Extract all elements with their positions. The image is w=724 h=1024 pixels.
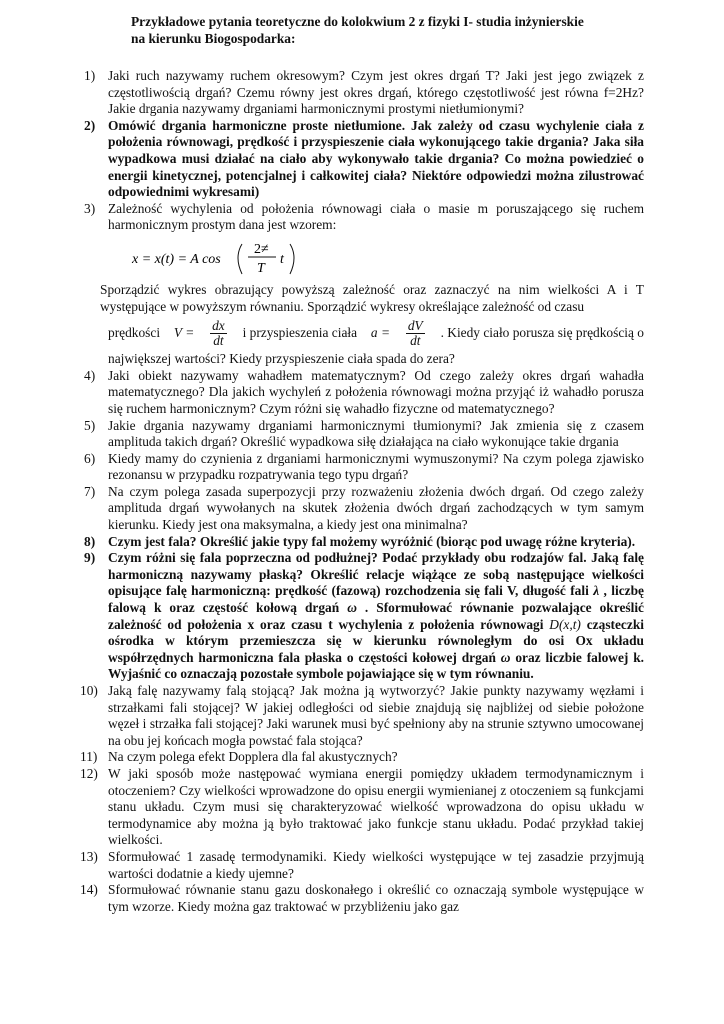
cosine-formula-svg: [130, 236, 330, 278]
displacement-formula: [108, 236, 644, 278]
question-6: [84, 451, 644, 484]
displacement-expression: D(x,t): [549, 616, 581, 632]
question-number: 2): [84, 117, 96, 133]
question-text: Jaką falę nazywamy falą stojącą? Jak można ją wytworzyć? Jakie punkty nazywamy węzłami i strzałkami fali stojącej? W jakiej odległości od siebie znajdują się najbliżej od siebie położone węzeł i strzałka fali stojącej? Jaki warunek musi być spełniony aby na strunie sztywno umocowanej na obu jej końcach mogła powstać fala stojąca?: [108, 683, 644, 748]
question-8: [84, 534, 644, 551]
omega-symbol-2: ω: [500, 649, 511, 665]
question-number: 1): [84, 68, 96, 83]
title-line-1: Przykładowe pytania teoretyczne do kolokwium 2 z fizyki I- studia inżynierskie: [131, 14, 584, 29]
question-text: Kiedy mamy do czynienia z drganiami harmonicznymi wymuszonymi? Na czym polega zjawisko rezonansu w przypadku rozpatrywania tego typu drgań?: [108, 450, 644, 483]
question-number: 13): [80, 848, 98, 864]
velocity-fraction: $\frac{dx}{dt}$: [212, 317, 225, 348]
title-line-2: na kierunku Biogospodarka:: [131, 30, 296, 46]
question-3-task: Sporządzić wykres obrazujący powyższą zależność oraz zaznaczyć na nim wielkości A i T występujące w powyższym równaniu. Sporządzić wykresy określające zależność od czasu: [100, 281, 644, 314]
question-12: [80, 765, 644, 849]
question-9: 9) Czym różni się fala poprzeczna od podłużnej? Podać przykłady obu rodzajów fal. Jaką falę harmoniczną nazywamy płaską? Określić relacje wiążące ze sobą następujące wielkości opisujące falę harmoniczną: prędkość (fazową) rozchodzenia się fali V, długość fali λ , liczbę falową k oraz częstość kołową drgań ω . Sformułować równanie pozwalające określić zależność od położenia x oraz czasu t wychylenia z położenia równowagi D(x,t) cząsteczki ośrodka w którym przemieszcza się w kierunku równoległym do osi Ox układu współrzędnych harmoniczna fala płaska o częstości kołowej drgań ω oraz liczbie falowej k. Wyjaśnić co oznaczają pozostałe symbole pojawiające się w tym równaniu.: [84, 550, 644, 682]
question-text: Omówić drgania harmoniczne proste nietłumione. Jak zależy od czasu wychylenie ciała z położenia równowagi, prędkość i przyspieszenie ciała wykonującego takie drgania? Jaka siła wypadkowa musi działać na ciało aby wykonywało takie drgania? Co można powiedzieć o energii kinetycznej, potencjalnej i całkowitej ciała? Niektóre odpowiedzi można zilustrować odpowiednimi wykresami): [108, 117, 644, 200]
question-list: [80, 68, 644, 915]
formula-denominator: T: [257, 260, 265, 276]
question-11: [80, 749, 644, 766]
acceleration-lhs: a =: [370, 324, 391, 340]
velocity-lhs: V =: [173, 324, 195, 340]
question-number: 9): [84, 550, 96, 566]
question-text-end: największej wartości? Kiedy przyspieszenie ciała spada do zera?: [108, 351, 455, 367]
left-paren: [238, 244, 242, 274]
question-7: [84, 484, 644, 534]
acceleration-fraction: $\frac{dV}{dt}$: [407, 317, 423, 348]
question-text: W jaki sposób może następować wymiana energii pomiędzy układem termodynamicznym i otoczeniem? Czy wielkości wprowadzone do opisu energii wymienianej z otoczeniem są funkcjami stanu układu. Czym musi się charakteryzować wielkość wprowadzona do opisu układu w termodynamice aby można ją było traktować jako funkcje stanu układu. Podać przykład takiej wielkości.: [108, 765, 644, 848]
question-4: [84, 368, 644, 418]
question-number: 12): [80, 765, 98, 781]
question-number: 10): [80, 683, 98, 698]
question-text: Jaki ruch nazywamy ruchem okresowym? Czym jest okres drgań T? Jaki jest jego związek z częstotliwością drgań? Czemu równy jest okres drgań, którego częstotliwość jest równa f=2Hz? Jakie drgania nazywamy drganiami harmonicznymi prostymi nietłumionymi?: [108, 68, 644, 117]
derivative-line: prędkości V = $\frac{dx}{dt}$ i przyspieszenia ciała a = $\frac{dV}{dt}$ . Kiedy ciało porusza się prędkością o: [108, 317, 644, 348]
question-2: [84, 118, 644, 201]
question-13: [80, 848, 644, 882]
formula-variable: t: [280, 251, 284, 267]
lambda-symbol: λ: [593, 583, 600, 599]
question-number: 5): [84, 417, 96, 433]
question-1: [84, 68, 644, 118]
question-number: 11): [80, 749, 98, 765]
formula-lhs: x = x(t) = A cos: [132, 251, 221, 267]
question-text: Sformułować 1 zasadę termodynamiki. Kiedy wielkości występujące w tej zasadzie przyjmują wartości dodatnie a kiedy ujemne?: [108, 848, 644, 881]
question-text: Zależność wychylenia od położenia równowagi ciała o masie m poruszającego się ruchem harmonicznym prostym dana jest wzorem:: [108, 200, 644, 233]
question-text: Sformułować równanie stanu gazu doskonałego i określić co oznaczają symbole występujące w tym wzorze. Kiedy można gaz traktować w przybliżeniu jako gaz: [108, 882, 644, 914]
question-text: Czym jest fala? Określić jakie typy fal możemy wyróżnić (biorąc pod uwagę różne kryteria).: [108, 533, 636, 549]
question-text: Jakie drgania nazywamy drganiami harmonicznymi tłumionymi? Jak zmienia się z czasem amplituda takich drgań? Określić wypadkowa siłę działająca na ciało wykonujące takie drgania: [108, 417, 644, 450]
document-title: [131, 14, 651, 47]
question-3: [84, 201, 644, 368]
question-text: Jaki obiekt nazywamy wahadłem matematycznym? Od czego zależy okres drgań wahadła matematycznego? Dla jakich wychyleń z położenia równowagi można przyjąć iż wahadło porusza się ruchem harmonicznym? Czym różni się wahadło fizyczne od matematycznego?: [108, 367, 644, 416]
question-number: 14): [80, 882, 98, 898]
question-5: [84, 418, 644, 451]
omega-symbol: ω: [347, 600, 357, 616]
question-number: 8): [84, 533, 96, 549]
question-number: 3): [84, 200, 96, 216]
formula-numerator: 2≠: [254, 241, 269, 257]
question-10: [80, 683, 644, 749]
question-text: Na czym polega zasada superpozycji przy rozważeniu złożenia dwóch drgań. Od czego zależy amplituda drgań wywołanych na skutek złożenia dwóch drgań zachodzących w tym samym kierunku. Kiedy jest ona maksymalna, a kiedy jest ona minimalna?: [108, 483, 644, 533]
question-number: 6): [84, 450, 96, 466]
right-paren: [290, 244, 294, 274]
question-number: 7): [84, 483, 96, 499]
question-14: [80, 882, 644, 915]
question-text: Na czym polega efekt Dopplera dla fal akustycznych?: [108, 749, 398, 765]
question-number: 4): [84, 367, 96, 383]
